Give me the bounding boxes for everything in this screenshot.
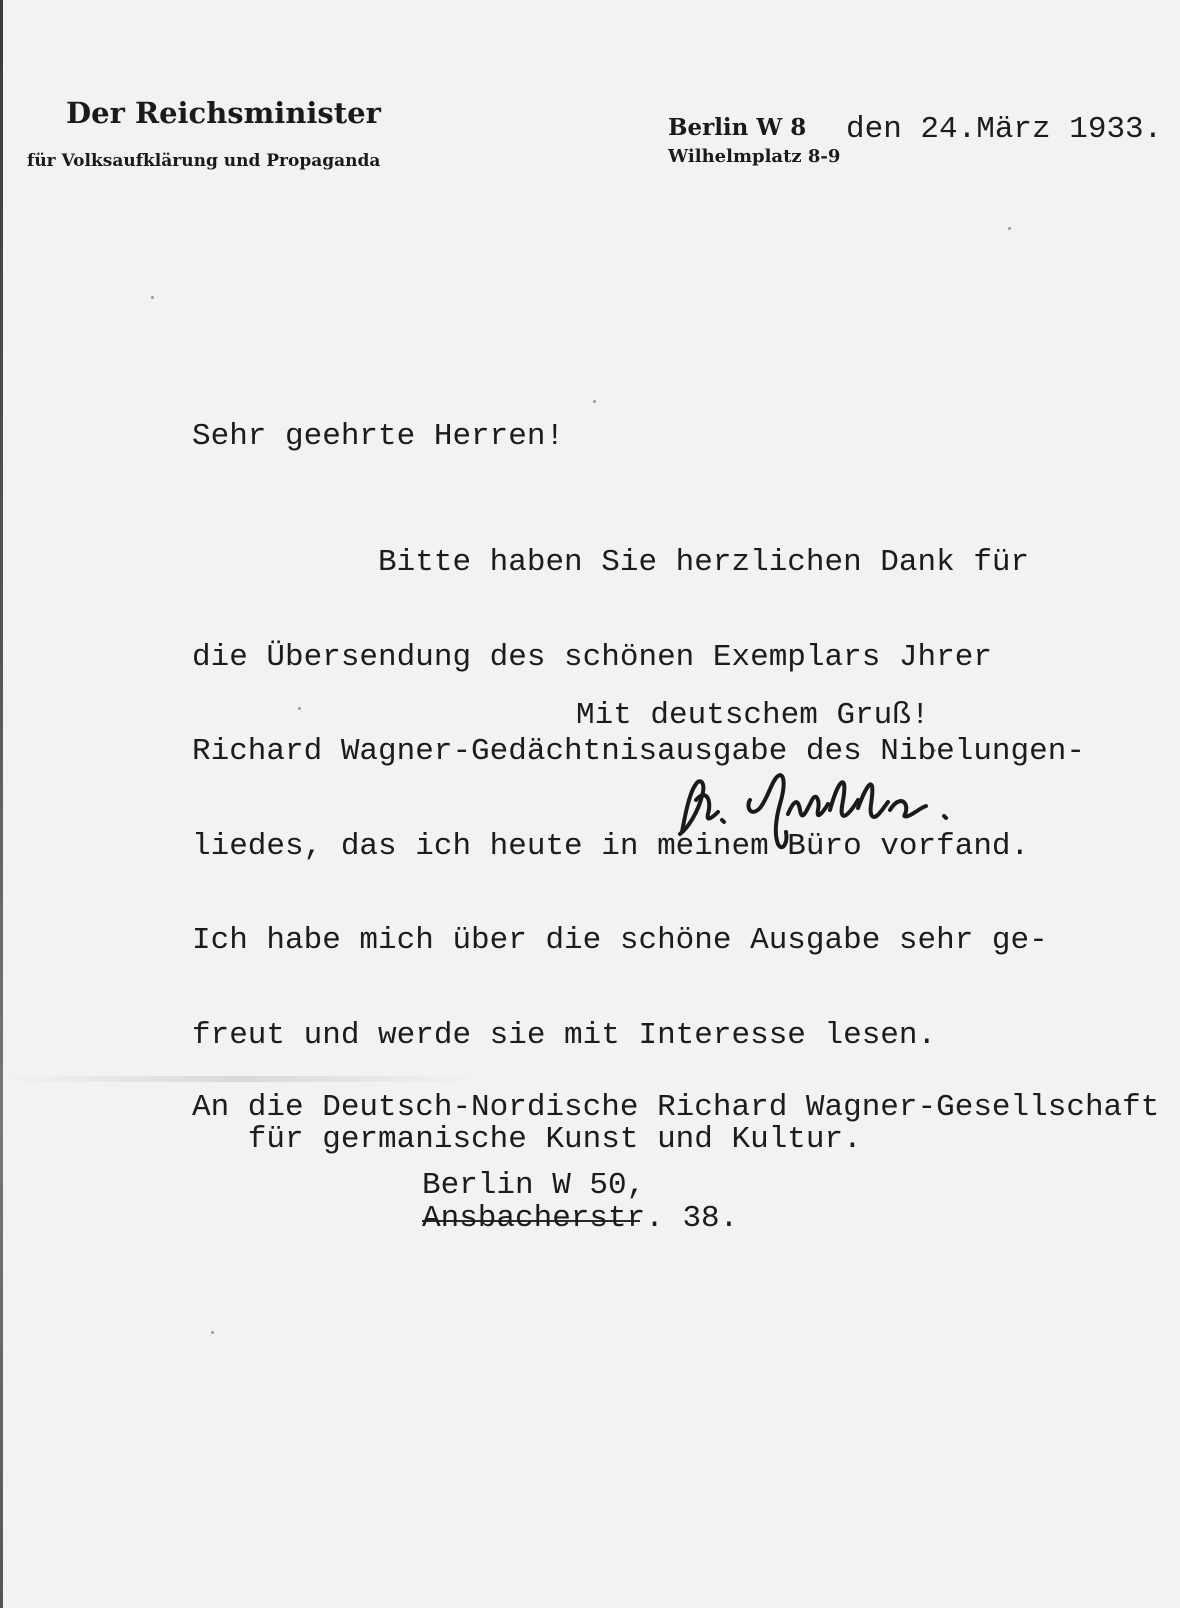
letter-date: den 24.März 1933. [846,112,1163,147]
paper-speck [211,1331,214,1334]
body-line: Bitte haben Sie herzlichen Dank für [192,545,1030,580]
paper-speck [151,296,154,299]
letterhead-subtitle: für Volksaufklärung und Propaganda [27,151,381,171]
closing: Mit deutschem Gruß! [576,698,930,733]
recipient-city: Berlin W 50, [422,1168,646,1203]
body-line: liedes, das ich heute in meinem Büro vorfand. [192,828,1030,864]
body-line: Ich habe mich über die schöne Ausgabe sehr ge- [192,923,1048,958]
page-left-edge [0,0,3,1608]
salutation: Sehr geehrte Herren! [192,419,565,454]
recipient-line-1: An die Deutsch-Nordische Richard Wagner-Gesellschaft [192,1090,1160,1125]
letterhead-title: Der Reichsminister [66,96,381,130]
recipient-line-2: für germanische Kunst und Kultur. [192,1122,862,1157]
paper-speck [593,400,596,403]
body-line: die Übersendung des schönen Exemplars Jhrer [192,639,992,675]
handwritten-signature [676,770,976,880]
letterhead-street: Wilhelmplatz 8-9 [668,146,841,167]
paper-speck [1008,227,1011,230]
body-line: freut und werde sie mit Interesse lesen. [192,1017,937,1053]
letterhead-city: Berlin W 8 [668,114,807,141]
recipient-street: Ansbacherstr. 38. [422,1201,739,1236]
body-line: Richard Wagner-Gedächtnisausgabe des Nibelungen- [192,734,1085,769]
